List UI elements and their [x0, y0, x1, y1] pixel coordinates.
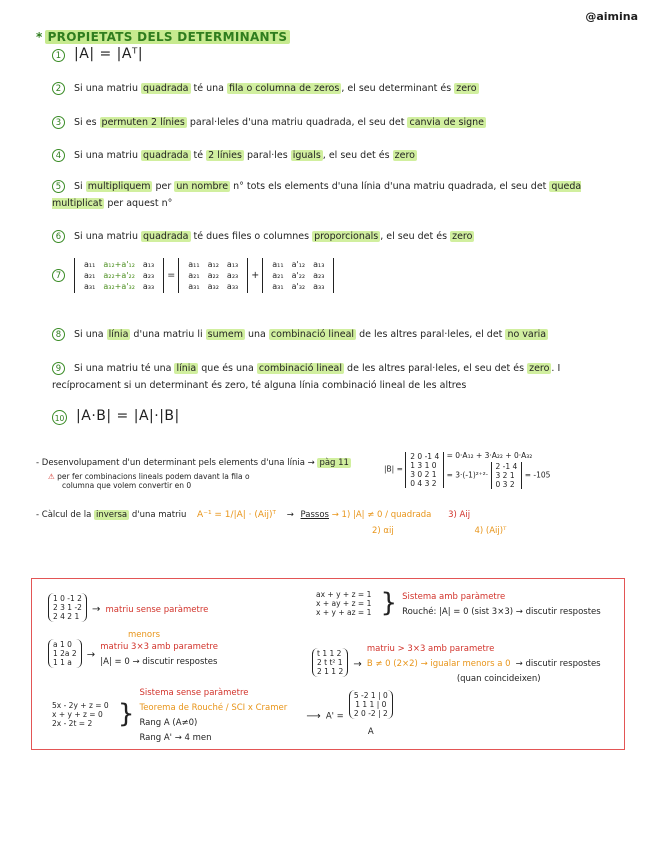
matrix-cell: a₃₂+a'₃₂: [103, 282, 135, 291]
system-no-param: [48, 684, 393, 744]
text: - Desenvolupament d'un determinant pels elements d'una línia →: [36, 458, 315, 468]
matrix: [48, 639, 82, 668]
matrix-row: 1 0 -1 2: [53, 594, 82, 603]
matrix-cell: a₁₁: [188, 260, 200, 269]
case-note: Rang A (A≠0): [139, 718, 198, 728]
highlight: combinació lineal: [270, 329, 355, 340]
matrix-cell: a₁₁: [272, 260, 284, 269]
formula: |A| = |Aᵀ|: [74, 46, 144, 62]
matrix-cell: a₃₃: [226, 282, 239, 291]
number-badge: 3: [52, 116, 65, 129]
matrix-row: 2 0 -2 | 2: [353, 709, 388, 718]
matrix-row: 1 1 1 | 0: [355, 700, 387, 709]
highlight: permuten 2 línies: [101, 117, 185, 128]
matrix-row: 1 1 a: [53, 657, 72, 667]
matrix-cell: a₂₂: [207, 271, 219, 280]
arrow-icon: →: [86, 649, 96, 661]
number-badge: 7: [52, 269, 65, 282]
matrix-row: 3 2 1: [495, 471, 515, 480]
text: d'una matriu: [131, 510, 187, 520]
highlight: queda multiplicat: [52, 181, 582, 209]
expansion: = 0·A₁₂ + 3·A₂₂ + 0·A₃₂: [446, 451, 533, 460]
case-title: matriu 3×3 amb parametre: [100, 642, 218, 652]
property-5: [52, 178, 612, 212]
property-10: [52, 408, 612, 426]
case-title: matriu sense paràmetre: [105, 605, 209, 615]
matrix-label: A: [367, 727, 374, 737]
determinant-left: [178, 258, 248, 293]
number-badge: 10: [52, 410, 67, 425]
text: . I recíprocament si un determinant és zero, té alguna línia combinació lineal de les altres: [52, 363, 561, 391]
highlight: combinació lineal: [258, 363, 343, 374]
highlight: línia: [176, 363, 197, 374]
matrix-cell: a₃₃: [313, 282, 325, 291]
matrix-row: t 1 1 2: [317, 649, 342, 658]
case-note: B ≠ 0 (2×2) → igualar menors a 0: [366, 659, 511, 669]
highlight: zero: [394, 150, 415, 161]
text: Si una: [74, 329, 104, 340]
highlight: iguals: [292, 150, 321, 161]
highlight: 2 línies: [208, 150, 242, 161]
number-badge: 4: [52, 149, 65, 162]
property-9: [52, 360, 612, 394]
matrix-cell: a'₂₂: [291, 271, 306, 280]
highlight: línia: [108, 329, 129, 340]
matrix-gt3-param: [312, 640, 601, 685]
text: de les altres paral·leles, el det: [359, 329, 503, 340]
text: Si una matriu: [74, 231, 138, 242]
text: té dues files o columnes: [193, 231, 310, 242]
matrix-cell: a₃₁: [188, 282, 200, 291]
matrix-row: 1 3 1 0: [410, 460, 437, 470]
text: una: [248, 329, 266, 340]
case-note: Rouché: |A| = 0 (sist 3×3) → discutir respostes: [402, 607, 601, 617]
number-badge: 2: [52, 82, 65, 95]
number-badge: 1: [52, 49, 65, 62]
result: = -105: [524, 470, 551, 480]
matrix-row: 5x - 2y + z = 0: [52, 700, 109, 710]
text: té: [193, 150, 204, 161]
text: Si una matriu: [74, 150, 138, 161]
warning-icon: ⚠: [48, 472, 55, 481]
text: , el seu det és: [380, 231, 448, 242]
highlight: zero: [529, 363, 550, 374]
highlight: zero: [452, 231, 473, 242]
step-4: 4) (Aij)ᵀ: [474, 526, 507, 536]
matrix-row: 2 t t² 1: [317, 658, 343, 667]
step-1: 1) |A| ≠ 0 / quadrada: [341, 510, 432, 520]
text: de les altres paral·leles, el seu det és: [347, 363, 525, 374]
brace-icon: }: [117, 699, 135, 729]
star-icon: *: [36, 30, 43, 44]
plus-sign: +: [251, 270, 260, 281]
arrow-icon: →: [286, 510, 294, 520]
highlight: zero: [456, 83, 477, 94]
inverse-section: [36, 510, 636, 520]
det-label: |B| =: [384, 464, 403, 474]
system: [48, 700, 113, 729]
page-title: * PROPIETATS DELS DETERMINANTS: [36, 30, 290, 44]
matrix-row: x + y + z = 0: [52, 709, 103, 719]
property-6: [52, 228, 612, 245]
text: Si: [74, 181, 83, 192]
matrix-row: 2 -1 4: [495, 462, 518, 471]
inverse-steps-2: [372, 526, 506, 536]
matrix-row: 2 3 1 -2: [53, 603, 82, 612]
number-badge: 6: [52, 230, 65, 243]
text: té una: [193, 83, 224, 94]
determinant-sum: [74, 258, 164, 293]
arrow-icon: ⟶: [306, 710, 321, 722]
matrix-cell: a₃₃: [142, 282, 155, 291]
matrix-cell: a₂₁: [272, 271, 284, 280]
case-note: |A| = 0 → discutir respostes: [100, 657, 218, 667]
matrix-cell: a₁₂+a'₁₂: [103, 260, 135, 269]
matrix-row: 2 1 1 2: [317, 667, 344, 676]
highlight: canvia de signe: [409, 117, 485, 128]
matrix-row: 1 2a 2: [53, 648, 77, 658]
page-reference: pàg 11: [319, 458, 349, 468]
matrix-row: x + ay + z = 1: [316, 598, 372, 608]
text: per: [155, 181, 172, 192]
step-2: 2) αij: [372, 526, 394, 536]
matrix-cell: a₂₁: [84, 271, 96, 280]
text: d'una matriu li: [133, 329, 203, 340]
matrix-cell: a₁₁: [84, 260, 96, 269]
matrix-row: x + y + az = 1: [316, 607, 372, 617]
highlight: quadrada: [143, 231, 189, 242]
matrix-row: ax + y + z = 1: [316, 589, 372, 599]
matrix: [312, 648, 348, 677]
highlight: un nombre: [176, 181, 229, 192]
highlight: proporcionals: [314, 231, 379, 242]
text: Si es: [74, 117, 97, 128]
step-3: 3) Aij: [448, 510, 471, 520]
matrix-row: 2 0 -1 4: [410, 451, 440, 461]
text: Si una matriu té una: [74, 363, 172, 374]
property-3: [52, 114, 612, 131]
arrow-icon: →: [92, 604, 101, 615]
highlight: fila o columna de zeros: [229, 83, 340, 94]
augmented-matrix: [349, 690, 393, 719]
case-note: → discutir respostes: [515, 659, 601, 669]
matrix-row: 3 0 2 1: [410, 469, 437, 479]
number-badge: 8: [52, 328, 65, 341]
matrix-cell: a₁₃: [313, 260, 325, 269]
matrix-cell: a₁₂: [207, 260, 219, 269]
matrix-cell: a'₁₂: [291, 260, 306, 269]
property-2: [52, 80, 612, 97]
case-title: Sistema sense paràmetre: [139, 688, 249, 698]
expansion-2: = 3·(-1)²⁺²·: [446, 470, 489, 480]
text: paral·leles d'una matriu quadrada, el seu det: [189, 117, 405, 128]
system-with-param: [312, 588, 601, 618]
highlight: quadrada: [143, 150, 189, 161]
text: paral·les: [246, 150, 288, 161]
formula: |A·B| = |A|·|B|: [76, 408, 180, 424]
matrix-cell: a₂₁: [188, 271, 200, 280]
matrix-cell: a₃₁: [272, 282, 284, 291]
case-title: matriu > 3×3 amb parametre: [366, 644, 495, 654]
property-4: [52, 147, 612, 164]
matrix-row: 2x - 2t = 2: [52, 718, 93, 728]
number-badge: 9: [52, 362, 65, 375]
development-section: [36, 458, 376, 490]
highlight: sumem: [207, 329, 243, 340]
text: per aquest n°: [107, 198, 173, 209]
text: Si una matriu: [74, 83, 138, 94]
matrix-cell: a₁₃: [226, 260, 239, 269]
matrix-row: 2 4 2 1: [53, 612, 80, 621]
note-line-2: columna que volem convertir en 0: [62, 481, 192, 490]
minor-matrix: [491, 462, 523, 489]
matrix-cell: a₂₃: [142, 271, 155, 280]
matrix-row: 5 -2 1 | 0: [353, 691, 388, 700]
highlight: no varia: [507, 329, 547, 340]
matrix-cell: a₃₂: [207, 282, 219, 291]
highlight: quadrada: [143, 83, 189, 94]
text: , el seu determinant és: [341, 83, 452, 94]
matrix-row: 0 3 2: [495, 480, 515, 489]
highlight: inversa: [96, 510, 128, 520]
case-note: Teorema de Rouché / SCI x Cramer: [139, 703, 288, 713]
augmented-label: A' =: [325, 711, 344, 722]
determinant-right: [262, 258, 334, 293]
case-note: menors: [128, 630, 161, 640]
equals-sign: =: [167, 270, 176, 281]
matrix-no-param: [48, 593, 208, 641]
det-matrix: [405, 452, 444, 488]
brace-icon: }: [380, 588, 397, 618]
text: n° tots els elements d'una línia d'una matriu quadrada, el seu det: [233, 181, 547, 192]
steps-label: Passos: [300, 510, 329, 520]
matrix-row: 0 4 3 2: [410, 478, 437, 488]
development-example: [384, 450, 634, 489]
matrix-3x3-param: [48, 638, 218, 668]
arrow-icon: →: [353, 659, 362, 670]
text: - Càlcul de la: [36, 510, 92, 520]
matrix-cell: a₂₃: [226, 271, 239, 280]
matrix-cell: a₂₂+a'₂₂: [103, 271, 135, 280]
number-badge: 5: [52, 180, 65, 193]
case-title: Sistema amb paràmetre: [402, 592, 506, 602]
matrix-cell: a₂₃: [313, 271, 325, 280]
author-handle: @aimina: [585, 10, 638, 23]
matrix-cell: a₁₃: [142, 260, 155, 269]
property-8: [52, 326, 612, 343]
inverse-formula: A⁻¹ = 1/|A| · (Aij)ᵀ: [197, 510, 277, 520]
case-note: Rang A' → 4 men: [139, 733, 212, 743]
case-note: (quan coincideixen): [456, 674, 541, 684]
text: que és una: [201, 363, 254, 374]
highlight: multipliquem: [87, 181, 151, 192]
system: [312, 589, 375, 618]
property-7: [52, 258, 612, 293]
text: , el seu det és: [322, 150, 390, 161]
note-line-1: per fer combinacions lineals podem davant la fila o: [57, 472, 250, 481]
arrow-icon: →: [331, 510, 339, 520]
matrix-cell: a'₃₂: [291, 282, 306, 291]
property-1: [52, 46, 612, 64]
matrix-row: a 1 0: [53, 639, 72, 649]
matrix-cell: a₃₁: [84, 282, 96, 291]
matrix: [48, 593, 87, 622]
